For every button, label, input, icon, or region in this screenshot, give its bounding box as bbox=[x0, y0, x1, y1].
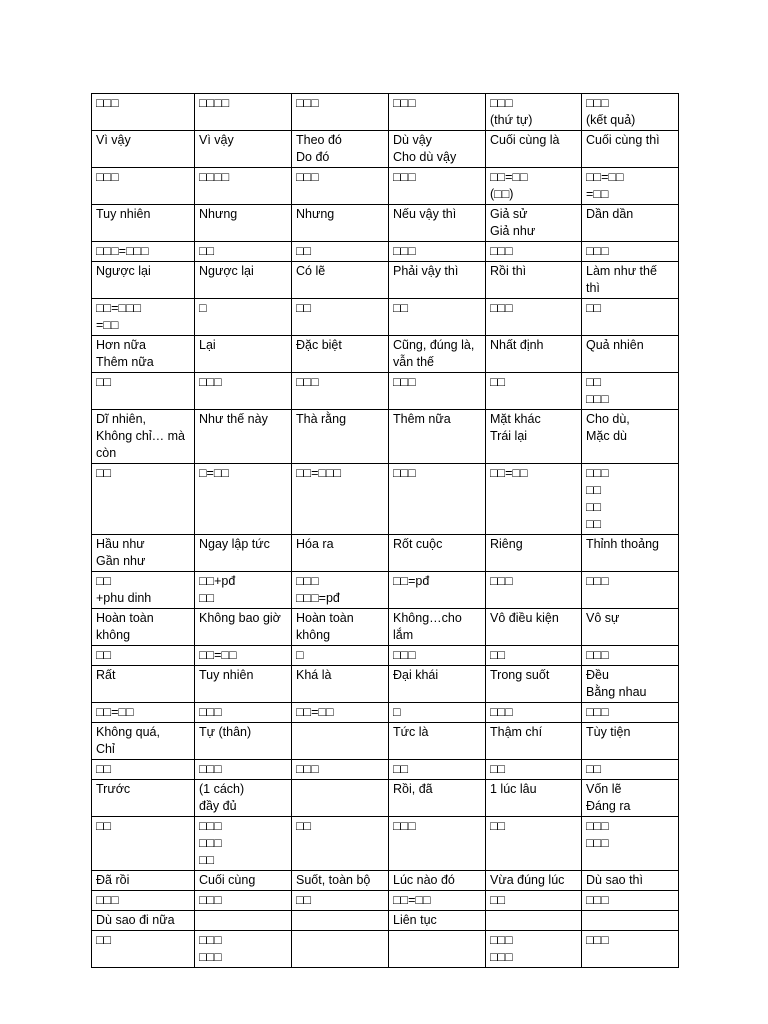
table-cell: □□□□ bbox=[195, 94, 292, 131]
table-cell: Vô điều kiện bbox=[486, 609, 582, 646]
table-cell: □ bbox=[195, 299, 292, 336]
table-cell: □□□ bbox=[389, 242, 486, 262]
table-cell: □□=□□ bbox=[486, 464, 582, 535]
table-cell: Thậm chí bbox=[486, 723, 582, 760]
table-cell: □□□=□□□ bbox=[92, 242, 195, 262]
table-cell: □□ bbox=[486, 646, 582, 666]
table-cell: Cuối cùng bbox=[195, 871, 292, 891]
table-cell: Như thế này bbox=[195, 410, 292, 464]
table-cell: □□ bbox=[92, 817, 195, 871]
table-cell: Giả sử Giả như bbox=[486, 205, 582, 242]
table-cell: □□□ bbox=[582, 646, 679, 666]
table-cell: □□□ □□□ □□ bbox=[195, 817, 292, 871]
table-row bbox=[92, 168, 679, 205]
table-cell: □□□ bbox=[582, 242, 679, 262]
table-cell: □□ bbox=[292, 817, 389, 871]
table-cell: Đại khái bbox=[389, 666, 486, 703]
table-cell: □□□ bbox=[195, 891, 292, 911]
table-cell: □□□ (kết quả) bbox=[582, 94, 679, 131]
table-cell: Nhưng bbox=[292, 205, 389, 242]
table-cell: □=□□ bbox=[195, 464, 292, 535]
table-cell: □□□ □□□ bbox=[195, 931, 292, 968]
table-cell: □□□ □□□ bbox=[486, 931, 582, 968]
table-cell: □□=□□ bbox=[195, 646, 292, 666]
table-row bbox=[92, 242, 679, 262]
table-cell: Tùy tiện bbox=[582, 723, 679, 760]
table-cell: □□=□□ bbox=[292, 703, 389, 723]
table-cell: Vì vậy bbox=[92, 131, 195, 168]
table-cell: Rồi thì bbox=[486, 262, 582, 299]
table-cell: Tuy nhiên bbox=[92, 205, 195, 242]
table-cell: □□=□□□ =□□ bbox=[92, 299, 195, 336]
table-cell: □□ bbox=[195, 242, 292, 262]
table-cell: Nhất định bbox=[486, 336, 582, 373]
table-row bbox=[92, 535, 679, 572]
table-cell: □□=□□□ bbox=[292, 464, 389, 535]
table-cell: Nhưng bbox=[195, 205, 292, 242]
table-cell bbox=[486, 911, 582, 931]
table-cell: Trước bbox=[92, 780, 195, 817]
table-cell: □□□ bbox=[389, 168, 486, 205]
table-cell: Nếu vậy thì bbox=[389, 205, 486, 242]
table-cell: □□□ bbox=[92, 94, 195, 131]
table-cell: Hoàn toàn không bbox=[92, 609, 195, 646]
table-cell: Lúc nào đó bbox=[389, 871, 486, 891]
table-cell: Làm như thế thì bbox=[582, 262, 679, 299]
table-cell: Cuối cùng thì bbox=[582, 131, 679, 168]
table-cell: Hầu như Gần như bbox=[92, 535, 195, 572]
table-cell bbox=[195, 911, 292, 931]
table-cell: □□□ bbox=[486, 703, 582, 723]
table-cell: Trong suốt bbox=[486, 666, 582, 703]
table-cell: Liên tục bbox=[389, 911, 486, 931]
table-cell: □□□ bbox=[582, 891, 679, 911]
table-row bbox=[92, 780, 679, 817]
table-cell: □□□ bbox=[389, 464, 486, 535]
table-row bbox=[92, 891, 679, 911]
table-row bbox=[92, 666, 679, 703]
table-cell: Ngay lập tức bbox=[195, 535, 292, 572]
vocabulary-table bbox=[91, 93, 679, 968]
table-cell: Tuy nhiên bbox=[195, 666, 292, 703]
table-cell bbox=[582, 911, 679, 931]
table-cell: □□□ bbox=[92, 891, 195, 911]
table-cell: Tự (thân) bbox=[195, 723, 292, 760]
table-cell: □□□ bbox=[582, 703, 679, 723]
table-cell bbox=[389, 931, 486, 968]
table-cell: Rốt cuộc bbox=[389, 535, 486, 572]
table-cell: Mặt khác Trái lại bbox=[486, 410, 582, 464]
table-cell: Quả nhiên bbox=[582, 336, 679, 373]
table-cell: Đặc biệt bbox=[292, 336, 389, 373]
table-cell: □□=□□ (□□) bbox=[486, 168, 582, 205]
table-cell: Theo đó Do đó bbox=[292, 131, 389, 168]
table-cell: □□ bbox=[582, 299, 679, 336]
table-row bbox=[92, 373, 679, 410]
table-cell: Phải vậy thì bbox=[389, 262, 486, 299]
table-cell bbox=[292, 780, 389, 817]
table-cell: □□ bbox=[92, 373, 195, 410]
table-cell: □□ bbox=[292, 891, 389, 911]
table-cell: Vốn lẽ Đáng ra bbox=[582, 780, 679, 817]
table-cell: Dù vậy Cho dù vậy bbox=[389, 131, 486, 168]
table-cell: Không bao giờ bbox=[195, 609, 292, 646]
table-row bbox=[92, 911, 679, 931]
table-cell: Dù sao đi nữa bbox=[92, 911, 195, 931]
table-cell: Không…cho lắm bbox=[389, 609, 486, 646]
table-cell bbox=[292, 931, 389, 968]
table-cell: Tức là bbox=[389, 723, 486, 760]
table-row bbox=[92, 931, 679, 968]
table-cell: □□ □□□ bbox=[582, 373, 679, 410]
table-cell: □□□ (thứ tự) bbox=[486, 94, 582, 131]
table-row bbox=[92, 609, 679, 646]
table-cell: Dù sao thì bbox=[582, 871, 679, 891]
table-cell: □□□ □□ □□ □□ bbox=[582, 464, 679, 535]
table-cell: □□ bbox=[486, 760, 582, 780]
table-cell: □□□□ bbox=[195, 168, 292, 205]
table-row bbox=[92, 336, 679, 373]
table-cell: □□ bbox=[486, 891, 582, 911]
table-row bbox=[92, 205, 679, 242]
table-cell: □□□ bbox=[389, 646, 486, 666]
table-row bbox=[92, 723, 679, 760]
table-row bbox=[92, 94, 679, 131]
table-cell: □□ bbox=[92, 464, 195, 535]
table-row bbox=[92, 871, 679, 891]
table-cell: Rồi, đã bbox=[389, 780, 486, 817]
table-cell: □□ bbox=[92, 760, 195, 780]
table-row bbox=[92, 262, 679, 299]
table-cell: □□□ □□□ bbox=[582, 817, 679, 871]
table-cell bbox=[292, 911, 389, 931]
table-cell: □□ bbox=[486, 373, 582, 410]
table-cell: Vô sự bbox=[582, 609, 679, 646]
table-cell: 1 lúc lâu bbox=[486, 780, 582, 817]
table-cell: □□□ bbox=[292, 760, 389, 780]
table-cell: Ngược lại bbox=[92, 262, 195, 299]
table-cell: Khá là bbox=[292, 666, 389, 703]
table-cell: □□ bbox=[92, 931, 195, 968]
table-cell: □□=□□ bbox=[92, 703, 195, 723]
table-cell: □□□ bbox=[389, 817, 486, 871]
table-cell: Vừa đúng lúc bbox=[486, 871, 582, 891]
table-cell: □ bbox=[389, 703, 486, 723]
table-cell: Rất bbox=[92, 666, 195, 703]
table-cell: Hoàn toàn không bbox=[292, 609, 389, 646]
table-cell: □□□ □□□=pđ bbox=[292, 572, 389, 609]
table-row bbox=[92, 646, 679, 666]
table-cell: □□□ bbox=[195, 703, 292, 723]
table-cell: □□ +phu dinh bbox=[92, 572, 195, 609]
table-cell: Cho dù, Mặc dù bbox=[582, 410, 679, 464]
table-cell: □□□ bbox=[292, 168, 389, 205]
table-cell: Hóa ra bbox=[292, 535, 389, 572]
table-cell: □□ bbox=[486, 817, 582, 871]
table-cell: Dần dần bbox=[582, 205, 679, 242]
table-cell: Thêm nữa bbox=[389, 410, 486, 464]
table-row bbox=[92, 410, 679, 464]
table-cell: □□ bbox=[582, 760, 679, 780]
table-cell: Ngược lại bbox=[195, 262, 292, 299]
table-cell: □□=pđ bbox=[389, 572, 486, 609]
table-cell: (1 cách) đầy đủ bbox=[195, 780, 292, 817]
table-cell: Đều Bằng nhau bbox=[582, 666, 679, 703]
table-cell: □□□ bbox=[195, 373, 292, 410]
table-cell: Thỉnh thoảng bbox=[582, 535, 679, 572]
table-cell: □□ bbox=[292, 299, 389, 336]
table-cell: Không quá, Chỉ bbox=[92, 723, 195, 760]
table-cell: Hơn nữa Thêm nữa bbox=[92, 336, 195, 373]
table-cell: □□ bbox=[292, 242, 389, 262]
table-cell: □□□ bbox=[582, 572, 679, 609]
table-cell: □□□ bbox=[486, 572, 582, 609]
table-cell: □□=□□ bbox=[389, 891, 486, 911]
table-cell: Đã rồi bbox=[92, 871, 195, 891]
table-cell: □□□ bbox=[389, 94, 486, 131]
table-cell: □□□ bbox=[292, 94, 389, 131]
table-row bbox=[92, 131, 679, 168]
table-cell: □□□ bbox=[195, 760, 292, 780]
table-cell: □□□ bbox=[486, 299, 582, 336]
table-cell: □□□ bbox=[389, 373, 486, 410]
table-cell: □□□ bbox=[92, 168, 195, 205]
table-cell: Suốt, toàn bộ bbox=[292, 871, 389, 891]
table-cell: □□=□□ =□□ bbox=[582, 168, 679, 205]
table-row bbox=[92, 760, 679, 780]
table-cell: Dĩ nhiên, Không chỉ… mà còn bbox=[92, 410, 195, 464]
table-cell: □□ bbox=[92, 646, 195, 666]
table-row bbox=[92, 299, 679, 336]
table-cell: Riêng bbox=[486, 535, 582, 572]
table-cell: Cũng, đúng là, vẫn thế bbox=[389, 336, 486, 373]
table-cell bbox=[292, 723, 389, 760]
table-cell: □□+pđ □□ bbox=[195, 572, 292, 609]
table-row bbox=[92, 703, 679, 723]
table-cell: □□□ bbox=[486, 242, 582, 262]
table-row bbox=[92, 464, 679, 535]
table-cell: Thà rằng bbox=[292, 410, 389, 464]
table-cell: □□ bbox=[389, 760, 486, 780]
table-row bbox=[92, 572, 679, 609]
table-cell: □□ bbox=[389, 299, 486, 336]
table-cell: □□□ bbox=[292, 373, 389, 410]
table-cell: □ bbox=[292, 646, 389, 666]
table-cell: Lại bbox=[195, 336, 292, 373]
table-cell: □□□ bbox=[582, 931, 679, 968]
table-cell: Cuối cùng là bbox=[486, 131, 582, 168]
table-cell: Có lẽ bbox=[292, 262, 389, 299]
table-row bbox=[92, 817, 679, 871]
table-cell: Vì vậy bbox=[195, 131, 292, 168]
